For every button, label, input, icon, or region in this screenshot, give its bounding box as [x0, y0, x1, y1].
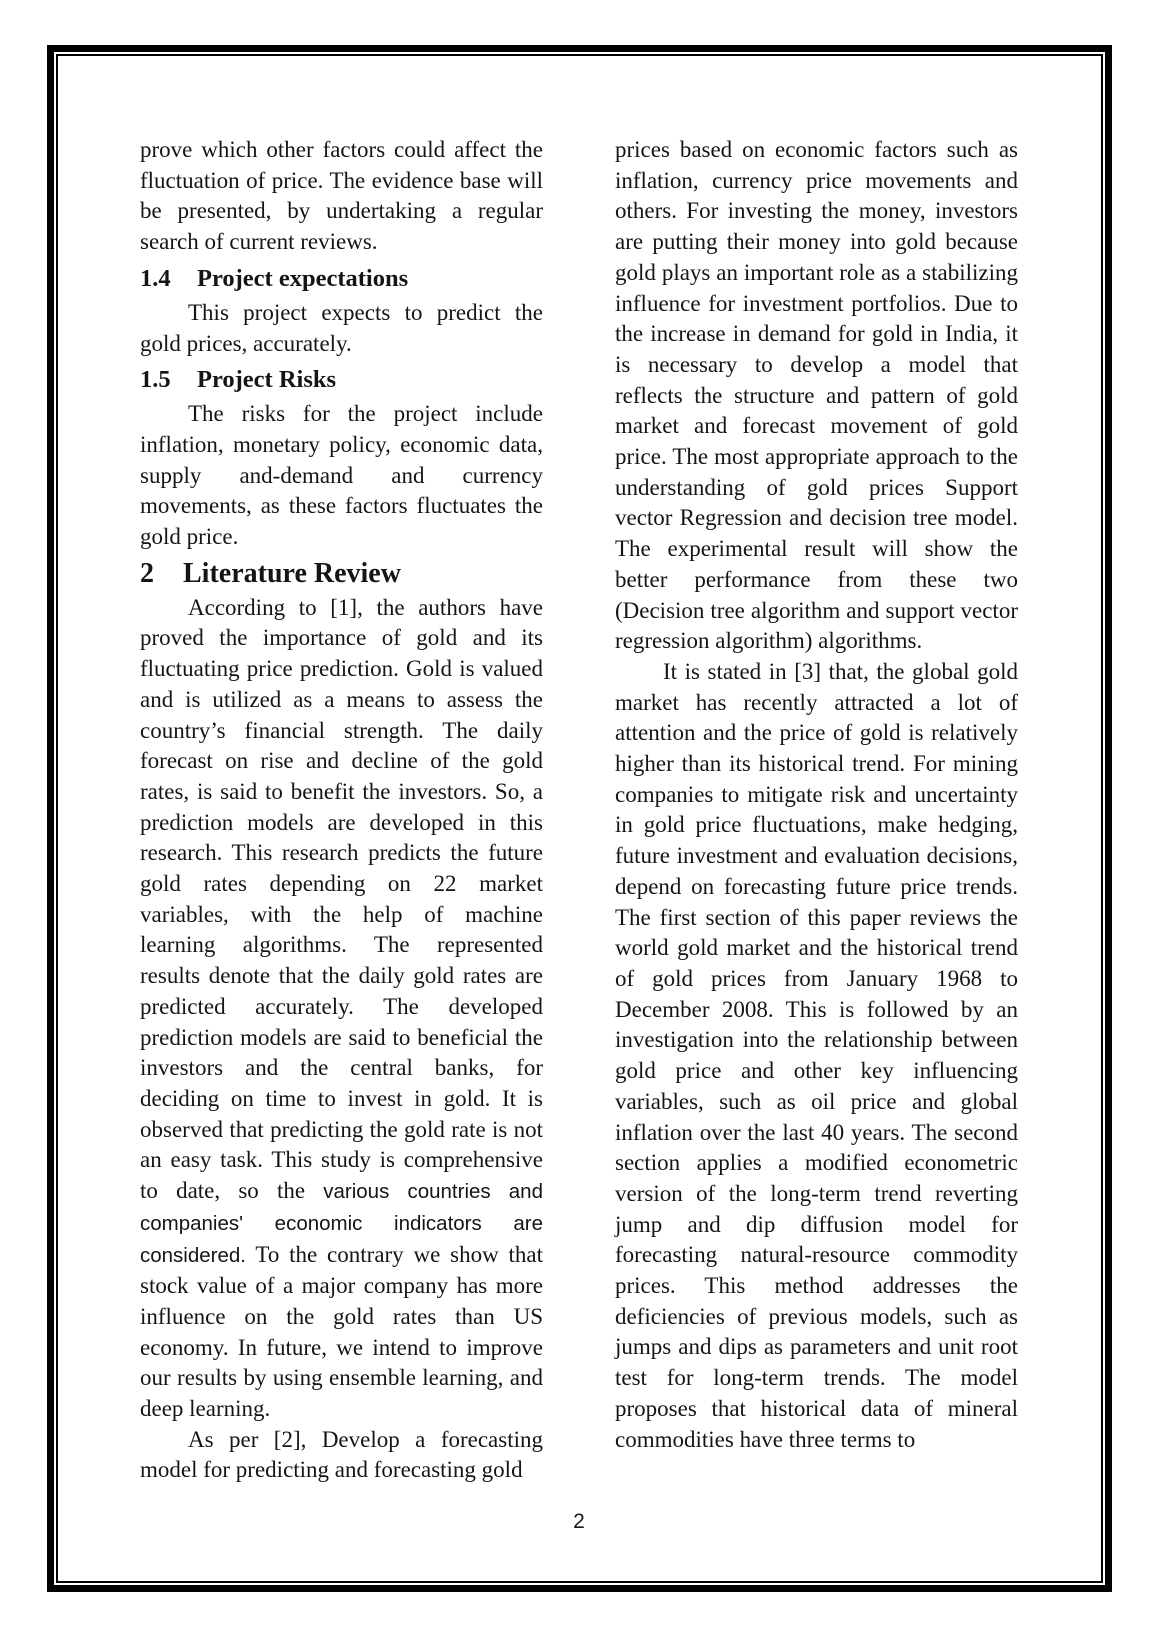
paragraph-serif-text: To the contrary we show that stock value of a major company has more influence on the gold rates than US economy. In future, we intend to improve our results by using ensemble learning, and deep learning. — [140, 1241, 543, 1422]
section-heading-1-4 — [140, 263, 543, 295]
section-heading-2 — [140, 558, 543, 590]
heading-number: 2 — [140, 557, 154, 589]
paragraph: It is stated in [3] that, the global gold market has recently attracted a lot of attention and the price of gold is relatively higher than its historical trend. For mining companies to mitigate risk and uncertainty in gold price fluctuations, make hedging, future investment and evaluation decisions, depend on forecasting future price trends. The first section of this paper reviews the world gold market and the historical trend of gold prices from January 1968 to December 2008. This is followed by an investigation into the relationship between gold price and other key influencing variables, such as oil price and global inflation over the last 40 years. The second section applies a modified econometric version of the long-term trend reverting jump and dip diffusion model for forecasting natural-resource commodity prices. This method addresses the deficiencies of previous models, such as jumps and dips as parameters and unit root test for long-term trends. The model proposes that historical data of mineral commodities have three terms to — [615, 658, 1018, 1452]
heading-number: 1.5 — [140, 366, 171, 394]
paragraph: As per [2], Develop a forecasting model for predicting and forecasting gold — [140, 1426, 543, 1483]
paragraph: prove which other factors could affect the fluctuation of price. The evidence base will be presented, by undertaking a regular search of current reviews. — [140, 137, 543, 255]
paragraph — [140, 593, 543, 1425]
section-heading-1-5 — [140, 364, 543, 396]
page-content — [140, 135, 1018, 1486]
heading-title: Project expectations — [197, 264, 409, 292]
left-column — [140, 135, 543, 1486]
page-number: 2 — [573, 1510, 585, 1533]
paragraph-sans-text: various countries and companies' economic indicators are considered. — [140, 1180, 543, 1267]
paragraph-serif-text: According to [1], the authors have proved the importance of gold and its fluctuating price prediction. Gold is valued and is utilized as a means to assess the country’s financial strength. The daily forecast on rise and decline of the gold rates, is said to benefit the investors. So, a prediction models are developed in this research. This research predicts the future gold rates depending on 22 market variables, with the help of machine learning algorithms. The represented results denote that the daily gold rates are predicted accurately. The developed prediction models are said to beneficial the investors and the central banks, for deciding on time to invest in gold. It is observed that predicting the gold rate is not an easy task. This study is comprehensive to date, so the — [140, 594, 543, 1204]
paragraph: prices based on economic factors such as inflation, currency price movements and others. For investing the money, investors are putting their money into gold because gold plays an important role as a stabilizing influence for investment portfolios. Due to the increase in demand for gold in India, it is necessary to develop a model that reflects the structure and pattern of gold market and forecast movement of gold price. The most appropriate approach to the understanding of gold prices Support vector Regression and decision tree model. The experimental result will show the better performance from these two (Decision tree algorithm and support vector regression algorithm) algorithms. — [615, 137, 1018, 654]
heading-title: Project Risks — [197, 366, 337, 394]
paragraph: This project expects to predict the gold prices, accurately. — [140, 299, 543, 356]
heading-title: Literature Review — [183, 557, 401, 589]
right-column — [615, 135, 1018, 1486]
paragraph: The risks for the project include inflation, monetary policy, economic data, supply and-demand and currency movements, as these factors fluctuates the gold price. — [140, 401, 543, 550]
heading-number: 1.4 — [140, 264, 171, 292]
